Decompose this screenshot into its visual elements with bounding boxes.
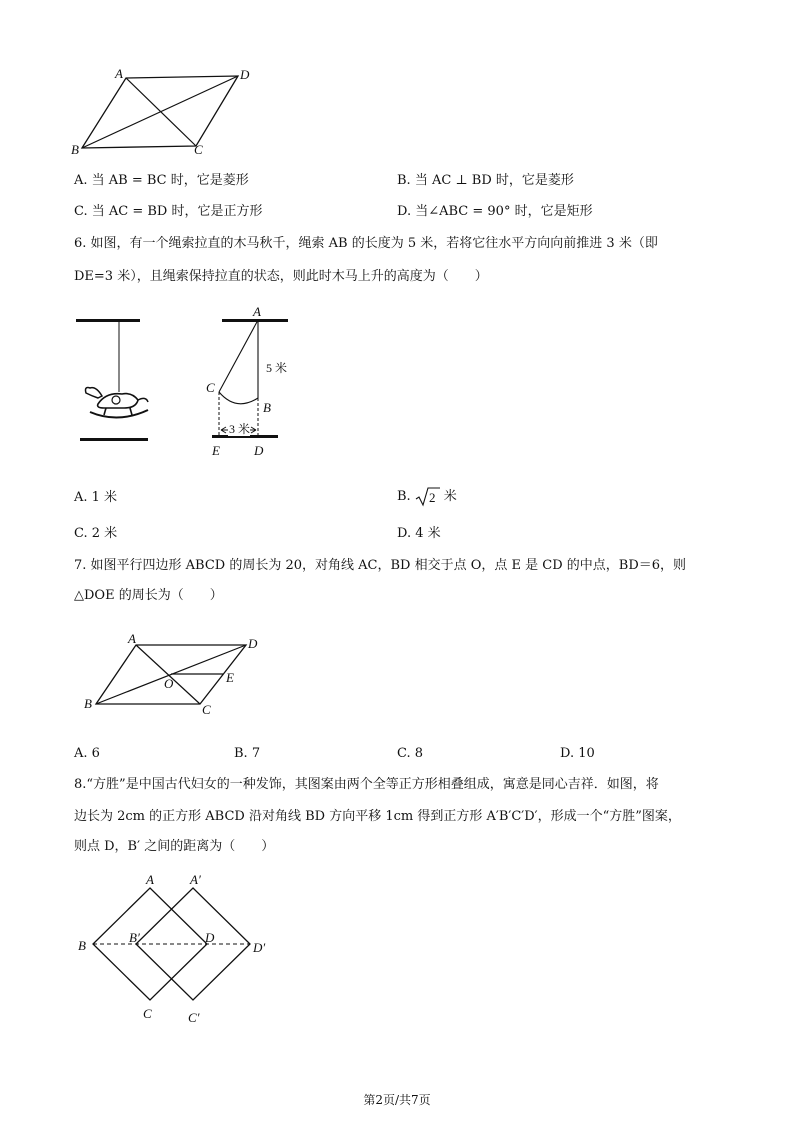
q6-rope-ac	[219, 320, 258, 392]
q7-option-a: A. 6	[74, 746, 100, 761]
q5-option-d: D. 当∠ABC = 90° 时，它是矩形	[397, 204, 593, 219]
q6-option-b	[397, 486, 457, 508]
q6-option-d: D. 4 米	[397, 526, 441, 541]
q7-label-d: D	[248, 636, 258, 651]
q6-ground-left	[80, 438, 148, 441]
q6-label-e: E	[212, 443, 220, 458]
q6-arc-cb	[219, 392, 258, 404]
rocking-horse-icon	[86, 388, 149, 418]
q7-label-c: C	[202, 702, 211, 717]
q8-stem-line1: 8.“方胜”是中国古代妇女的一种发饰，其图案由两个全等正方形相叠组成，寓意是同心吉祥．如图，将	[74, 777, 659, 792]
q6-option-b-letter: B.	[397, 489, 411, 504]
q5-parallelogram-figure	[60, 62, 280, 162]
q8-label-c-prime: C′	[188, 1010, 200, 1025]
q5-label-b: B	[71, 142, 79, 157]
q6-stem-line2: DE=3 米），且绳索保持拉直的状态，则此时木马上升的高度为（ ）	[74, 269, 488, 284]
q8-label-b-prime: B′	[129, 930, 140, 945]
q7-option-d: D. 10	[560, 746, 595, 761]
q6-geometry-top-bar	[222, 319, 288, 322]
q6-option-b-radicand: 2	[428, 490, 436, 505]
q6-label-3m: 3 米	[229, 422, 251, 436]
q8-fangsheng-figure	[72, 866, 282, 1026]
q7-label-a: A	[128, 631, 136, 646]
q8-stem-line2: 边长为 2cm 的正方形 ABCD 沿对角线 BD 方向平移 1cm 得到正方形 A′B′C′D′，形成一个“方胜”图案，	[74, 809, 681, 824]
q6-label-b: B	[263, 400, 271, 415]
q7-option-b: B. 7	[234, 746, 261, 761]
q6-label-d: D	[254, 443, 264, 458]
q5-option-c: C. 当 AC = BD 时，它是正方形	[74, 204, 263, 219]
q7-option-c: C. 8	[397, 746, 424, 761]
q5-option-a: A. 当 AB = BC 时，它是菱形	[74, 173, 249, 188]
q7-parallelogram-figure	[76, 628, 286, 728]
q6-swing-figure	[66, 300, 306, 460]
q6-label-a: A	[253, 304, 261, 319]
sqrt-icon	[415, 486, 441, 508]
q7-label-b: B	[84, 696, 92, 711]
q8-label-c: C	[143, 1006, 152, 1021]
q6-label-5m: 5 米	[266, 361, 288, 375]
q5-label-c: C	[194, 142, 203, 157]
q6-option-b-unit: 米	[443, 489, 457, 504]
q8-stem-line3: 则点 D，B′ 之间的距离为（ ）	[74, 839, 275, 854]
q8-label-d: D	[205, 930, 215, 945]
q6-swing-top-bar	[76, 319, 140, 322]
q8-label-a: A	[146, 872, 154, 887]
q7-label-o: O	[164, 676, 174, 691]
q8-label-b: B	[78, 938, 86, 953]
q8-label-a-prime: A′	[190, 872, 201, 887]
q7-stem-line1: 7. 如图平行四边形 ABCD 的周长为 20，对角线 AC，BD 相交于点 O，点 E 是 CD 的中点，BD＝6，则	[74, 558, 687, 573]
page-footer: 第2页/共7页	[363, 1093, 431, 1107]
q5-diagonal-bd	[82, 76, 238, 148]
q7-stem-line2: △DOE 的周长为（ ）	[74, 588, 223, 603]
q6-option-c: C. 2 米	[74, 526, 118, 541]
q5-option-b: B. 当 AC ⊥ BD 时，它是菱形	[397, 173, 574, 188]
q6-option-a: A. 1 米	[74, 490, 118, 505]
q8-label-d-prime: D′	[253, 940, 266, 955]
q5-label-a: A	[115, 66, 123, 81]
q6-stem-line1: 6. 如图，有一个绳索拉直的木马秋千，绳索 AB 的长度为 5 米，若将它往水平方向向前推进 3 米（即	[74, 236, 658, 251]
q7-label-e: E	[226, 670, 234, 685]
q5-label-d: D	[240, 67, 250, 82]
q6-label-c: C	[206, 380, 215, 395]
